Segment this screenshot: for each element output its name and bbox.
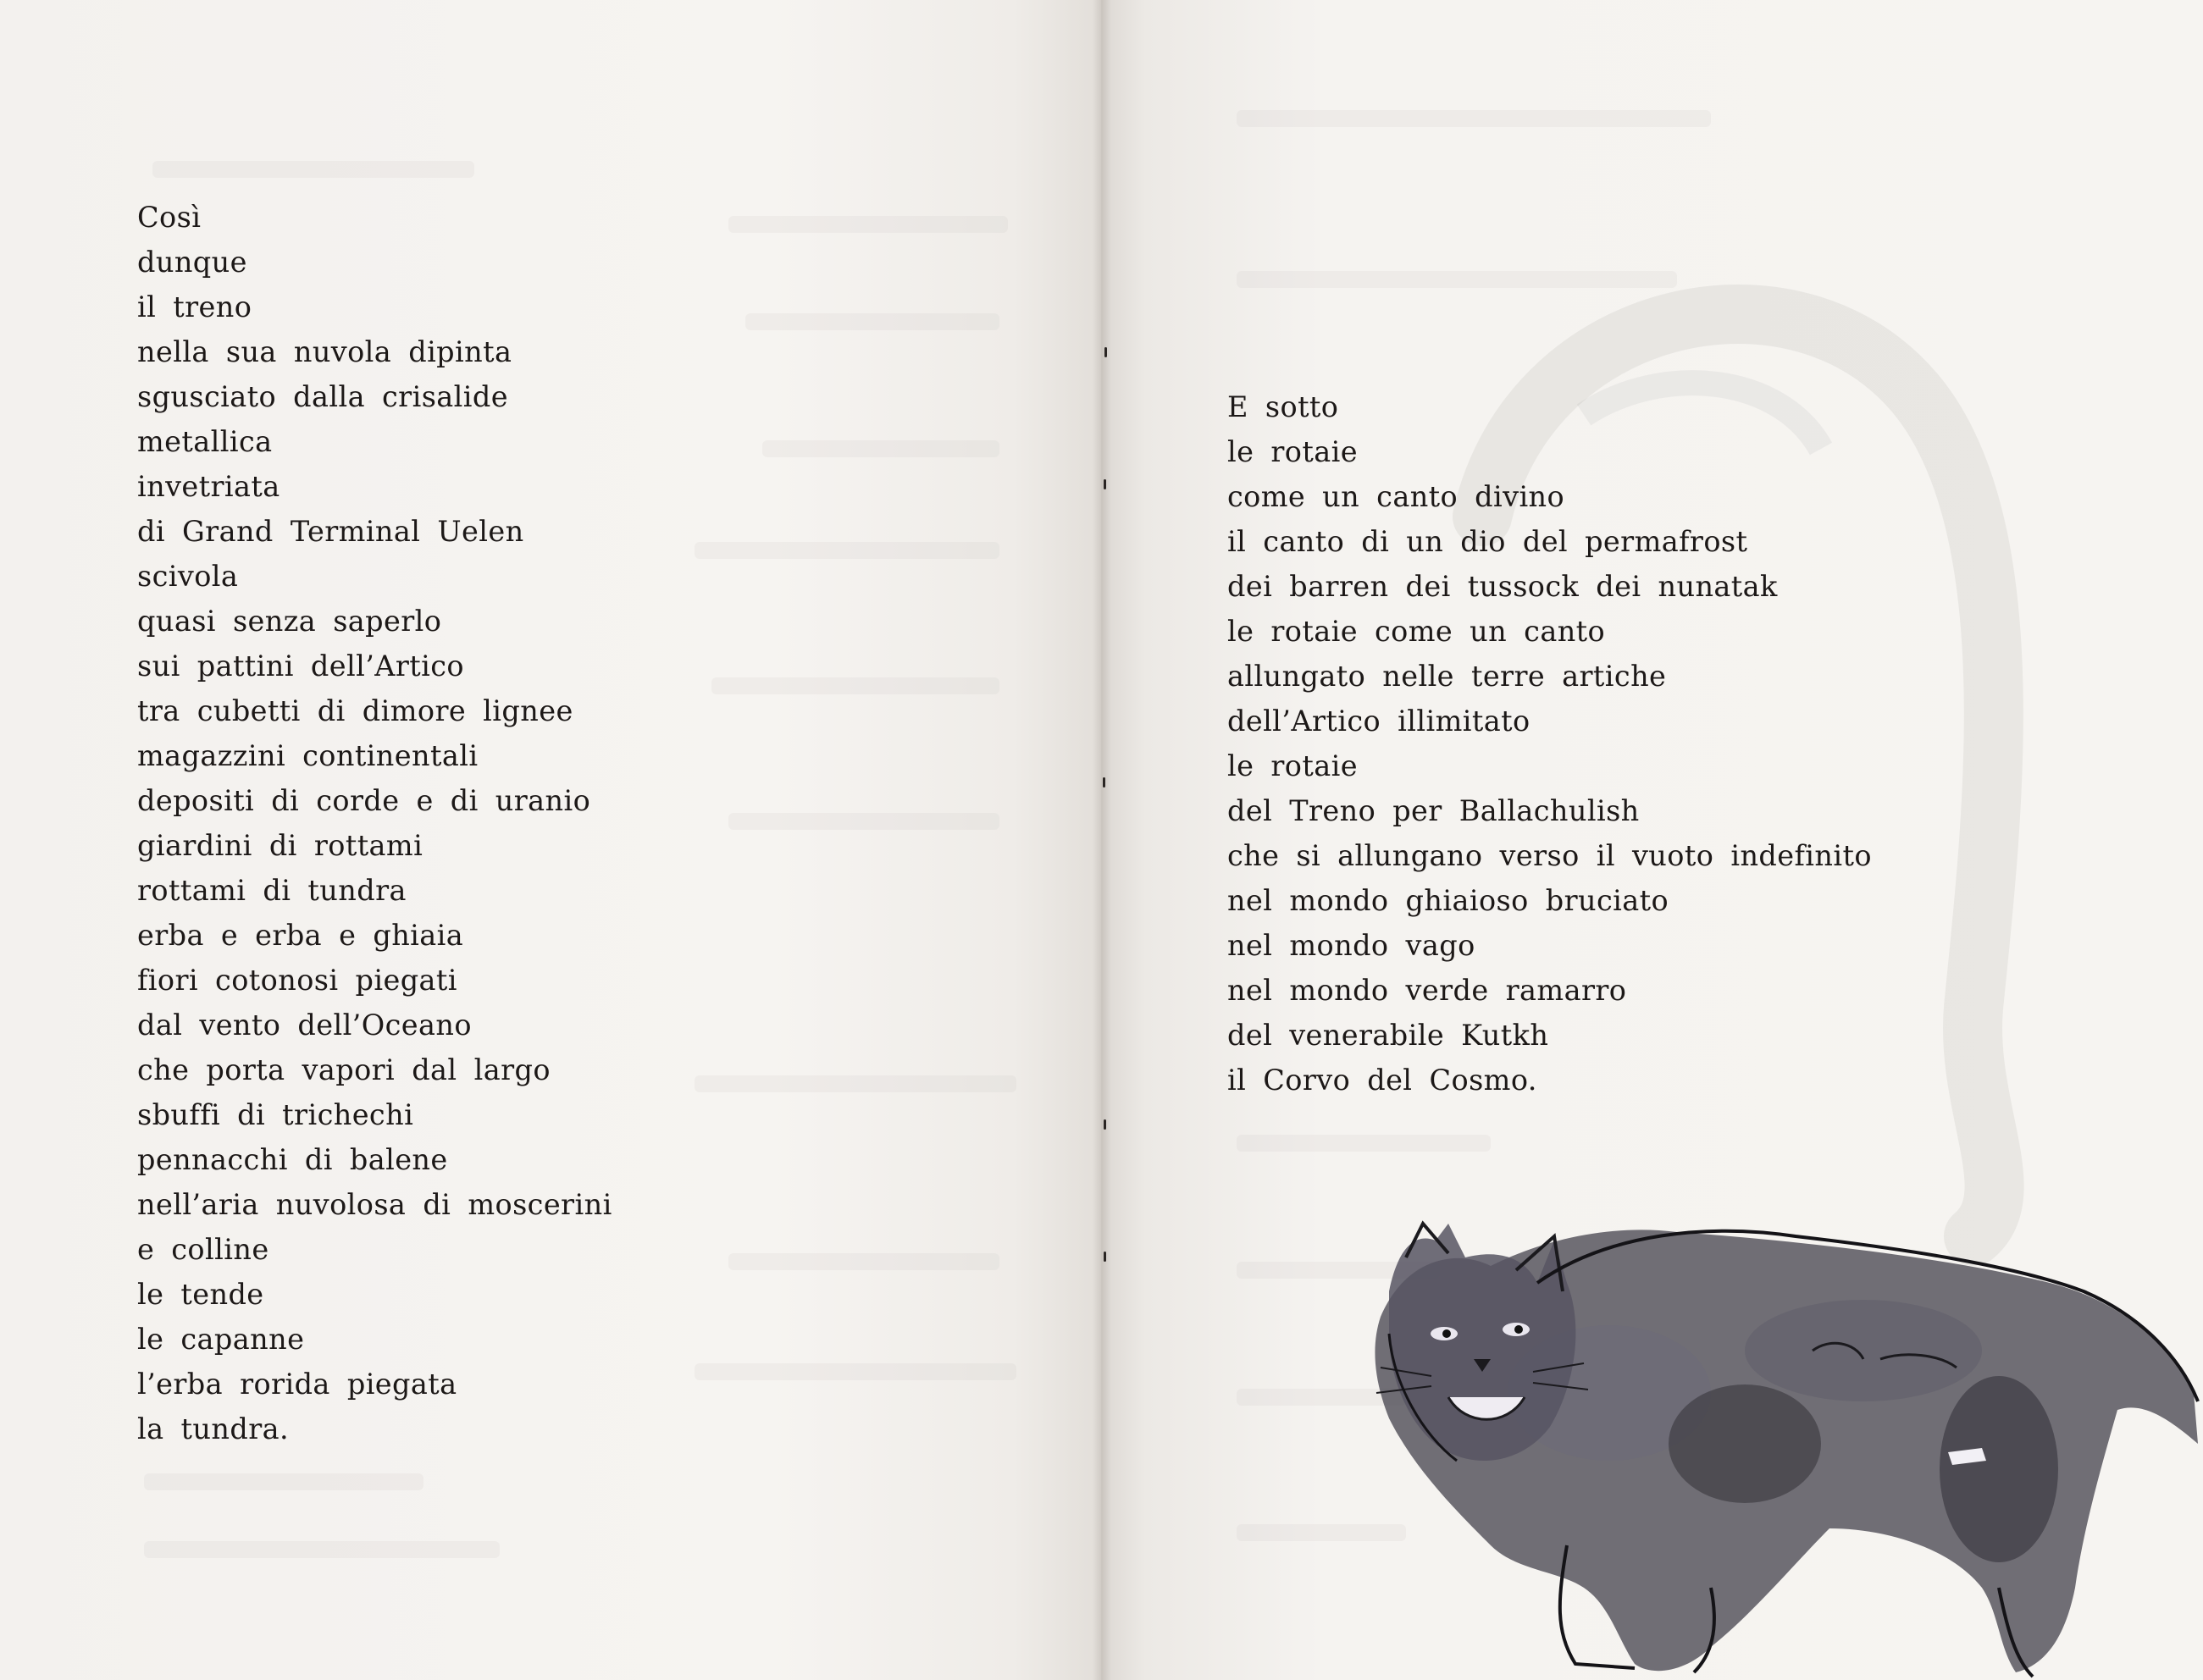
show-through-mark [728,216,1008,233]
show-through-mark [152,161,474,178]
show-through-mark [695,1363,1016,1380]
binding-stitch [1103,777,1105,788]
poem-line: la tundra. [137,1412,290,1445]
poem-line: il Corvo del Cosmo. [1227,1064,1537,1097]
show-through-mark [695,542,999,559]
poem-line: del venerabile Kutkh [1227,1019,1549,1052]
poem-line: come un canto divino [1227,480,1565,513]
poem-line: allungato nelle terre artiche [1227,660,1667,693]
poem-line: sui pattini dell’Artico [137,649,464,682]
book-gutter [1093,0,1111,1680]
poem-line: dal vento dell’Oceano [137,1009,472,1042]
poem-line: le rotaie [1227,749,1358,782]
poem-line: E sotto [1227,390,1339,423]
poem-line: quasi senza saperlo [137,605,442,638]
poem-left-column [137,195,612,1451]
poem-line: dei barren dei tussock dei nunatak [1227,570,1778,603]
show-through-mark [1237,110,1711,127]
show-through-mark [695,1075,1016,1092]
poem-line: dell’Artico illimitato [1227,705,1530,738]
binding-stitch [1104,347,1107,357]
poem-right-column [1227,384,1872,1102]
show-through-mark [728,813,999,830]
poem-line: erba e erba e ghiaia [137,919,464,952]
poem-line: che si allungano verso il vuoto indefinito [1227,839,1872,872]
poem-line: nel mondo vago [1227,929,1475,962]
poem-line: nell’aria nuvolosa di moscerini [137,1188,612,1221]
poem-line: nel mondo ghiaioso bruciato [1227,884,1669,917]
poem-line: pennacchi di balene [137,1143,448,1176]
poem-line: le tende [137,1278,264,1311]
poem-line: Così [137,201,202,234]
poem-line: il canto di un dio del permafrost [1227,525,1748,558]
cat-illustration [1355,1190,2202,1680]
poem-line: e colline [137,1233,269,1266]
poem-line: nella sua nuvola dipinta [137,335,512,368]
poem-line: tra cubetti di dimore lignee [137,694,573,727]
binding-stitch [1104,1119,1106,1130]
poem-line: giardini di rottami [137,829,423,862]
poem-line: rottami di tundra [137,874,407,907]
poem-line: invetriata [137,470,280,503]
poem-line: fiori cotonosi piegati [137,964,457,997]
show-through-mark [762,440,999,457]
poem-line: del Treno per Ballachulish [1227,794,1640,827]
show-through-mark [728,1253,999,1270]
show-through-mark [144,1541,500,1558]
poem-line: le capanne [137,1323,305,1356]
poem-line: il treno [137,290,252,323]
show-through-mark [144,1473,423,1490]
poem-line: le rotaie [1227,435,1358,468]
poem-line: nel mondo verde ramarro [1227,974,1627,1007]
binding-stitch [1104,1252,1106,1262]
poem-line: magazzini continentali [137,739,479,772]
poem-line: scivola [137,560,239,593]
show-through-mark [745,313,999,330]
poem-line: di Grand Terminal Uelen [137,515,524,548]
poem-line: metallica [137,425,273,458]
poem-line: sgusciato dalla crisalide [137,380,508,413]
poem-line: depositi di corde e di uranio [137,784,591,817]
poem-line: l’erba rorida piegata [137,1368,457,1401]
show-through-mark [711,677,999,694]
poem-line: dunque [137,246,247,279]
binding-stitch [1104,479,1106,489]
left-page [0,0,1101,1680]
poem-line: sbuffi di trichechi [137,1098,414,1131]
poem-line: che porta vapori dal largo [137,1053,551,1086]
poem-line: le rotaie come un canto [1227,615,1606,648]
